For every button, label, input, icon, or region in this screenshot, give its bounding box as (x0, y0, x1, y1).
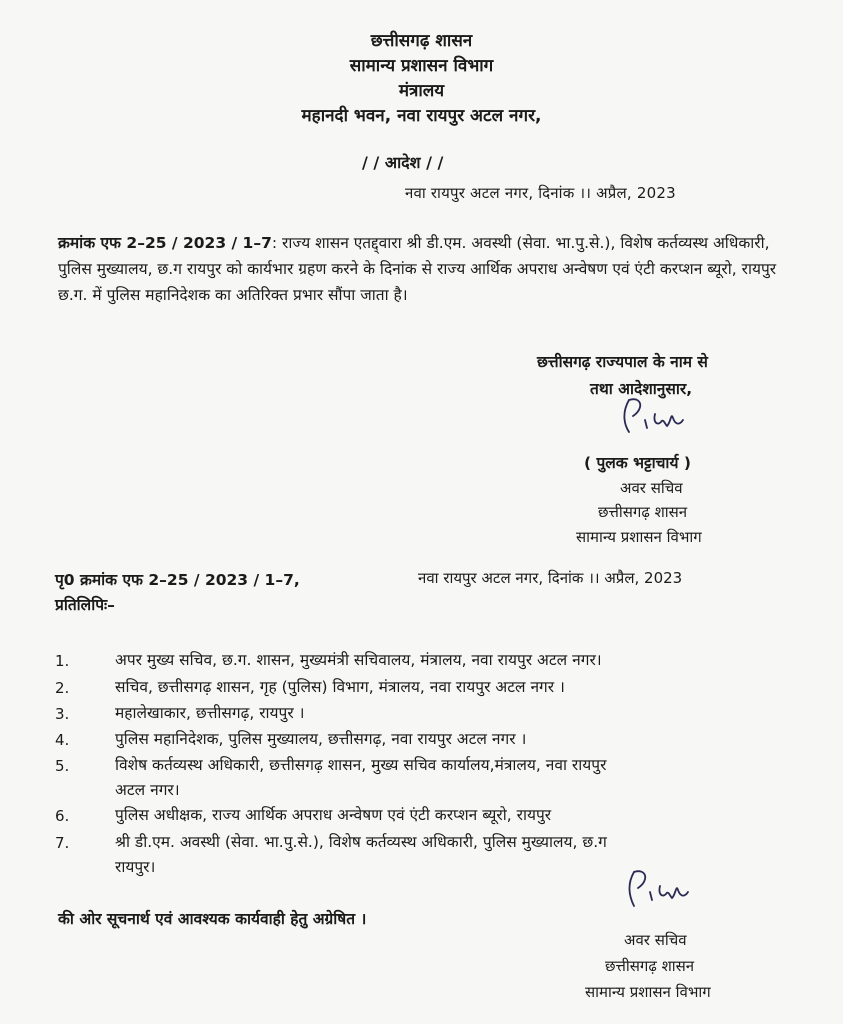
copy-item-line-1: महालेखाकार, छत्तीसगढ़, रायपुर । (115, 704, 305, 722)
officer-dept-1: छत्तीसगढ़ शासन (598, 503, 688, 521)
copy-item-line-2: अटल नगर। (115, 781, 180, 799)
copy-item (115, 648, 602, 673)
copy-heading: प्रतिलिपिः– (55, 596, 115, 614)
copy-item-line-1: पुलिस अधीक्षक, राज्य आर्थिक अपराध अन्वेषण एवं एंटी करप्शन ब्यूरो, रायपुर (115, 806, 552, 824)
copy-item-line-1: श्री डी.एम. अवस्थी (सेवा. भा.पु.से.), विशेष कर्तव्यस्थ अधिकारी, पुलिस मुख्यालय, छ.ग (115, 833, 607, 851)
officer-designation: अवर सचिव (620, 479, 683, 497)
officer-dept-2: सामान्य प्रशासन विभाग (576, 528, 702, 546)
header-line-3: मंत्रालय (398, 81, 445, 101)
copy-number: पृ0 क्रमांक एफ 2–25 / 2023 / 1–7, (55, 571, 300, 589)
authority-line-2: तथा आदेशानुसार, (590, 380, 693, 398)
copy-item-number: 1. (55, 652, 70, 670)
order-text: : राज्य शासन एतद्द्वारा श्री डी.एम. अवस्थी (सेवा. भा.पु.से.), विशेष कर्तव्यस्थ अधिकारी, पुलिस मुख्यालय, छ.ग रायपुर को कार्यभार ग्रहण करने के दिनांक से राज्य आर्थिक अपराध अन्वेषण एवं एंटी करप्शन ब्यूरो, रायपुर छ.ग. में पुलिस महानिदेशक का अतिरिक्त प्रभार सौंपा जाता है। (58, 234, 777, 304)
authority-line-1: छत्तीसगढ़ राज्यपाल के नाम से (537, 353, 708, 371)
signature-2 (622, 866, 697, 916)
header-line-1: छत्तीसगढ़ शासन (370, 31, 473, 51)
copy-dept-1: छत्तीसगढ़ शासन (605, 957, 695, 975)
copy-designation: अवर सचिव (624, 931, 687, 949)
copy-item-line-1: सचिव, छत्तीसगढ़ शासन, गृह (पुलिस) विभाग, मंत्रालय, नवा रायपुर अटल नगर । (115, 678, 565, 696)
copy-item-number: 4. (55, 731, 70, 749)
copy-item (115, 830, 607, 880)
signature-1 (615, 392, 695, 442)
copy-item (115, 753, 606, 803)
copy-item-number: 2. (55, 679, 70, 697)
copy-dateline: नवा रायपुर अटल नगर, दिनांक ।। अप्रैल, 2023 (418, 569, 683, 587)
order-title: / / आदेश / / (362, 153, 444, 172)
copy-item-line-1: अपर मुख्य सचिव, छ.ग. शासन, मुख्यमंत्री सचिवालय, मंत्रालय, नवा रायपुर अटल नगर। (115, 651, 602, 669)
copy-item (115, 803, 551, 828)
copy-item (115, 727, 526, 752)
order-dateline: नवा रायपुर अटल नगर, दिनांक ।। अप्रैल, 2023 (405, 184, 676, 202)
order-paragraph (58, 230, 786, 308)
header-line-4: महानदी भवन, नवा रायपुर अटल नगर, (301, 106, 542, 126)
order-number: क्रमांक एफ 2–25 / 2023 / 1–7 (58, 234, 272, 252)
closing-line: की ओर सूचनार्थ एवं आवश्यक कार्यवाही हेतु अग्रेषित । (58, 910, 367, 928)
copy-item-number: 6. (55, 807, 70, 825)
copy-item-number: 5. (55, 757, 70, 775)
copy-item (115, 701, 305, 726)
copy-item-number: 3. (55, 705, 70, 723)
copy-dept-2: सामान्य प्रशासन विभाग (585, 983, 711, 1001)
copy-item-line-2: रायपुर। (115, 858, 156, 876)
header-line-2: सामान्य प्रशासन विभाग (349, 56, 494, 76)
copy-item-line-1: पुलिस महानिदेशक, पुलिस मुख्यालय, छत्तीसगढ़, नवा रायपुर अटल नगर । (115, 730, 527, 748)
copy-item-line-1: विशेष कर्तव्यस्थ अधिकारी, छत्तीसगढ़ शासन, मुख्य सचिव कार्यालय,मंत्रालय, नवा रायपुर (115, 756, 607, 774)
officer-name: ( पुलक भट्टाचार्य ) (584, 454, 691, 472)
copy-item (115, 675, 565, 700)
copy-item-number: 7. (55, 834, 70, 852)
